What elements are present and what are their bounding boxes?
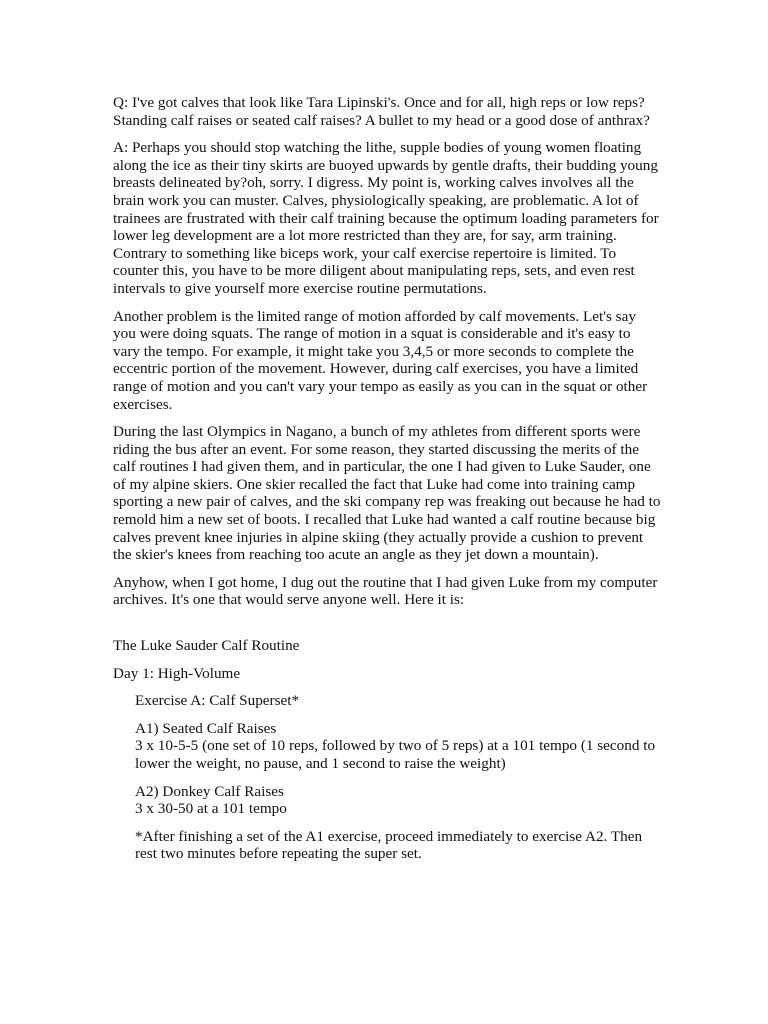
exercise-a2-detail: 3 x 30-50 at a 101 tempo — [135, 800, 287, 818]
exercise-a2-name: A2) Donkey Calf Raises — [135, 782, 284, 800]
exercise-a1-detail: 3 x 10-5-5 (one set of 10 reps, followed by two of 5 reps) at a 101 tempo (1 second to lower the weight, no pause, and 1 second to raise the weight) — [135, 737, 656, 772]
exercise-a-heading: Exercise A: Calf Superset* — [135, 692, 300, 710]
exercise-a1 — [135, 720, 661, 773]
answer-paragraph: A: Perhaps you should stop watching the lithe, supple bodies of young women floating along the ice as their tiny skirts are buoyed upwards by gentle drafts, their budding young breasts delineated by?oh, sorry. I digress. My point is, working calves involves all the brain work you can muster. Calves, physiologically speaking, are problematic. A lot of trainees are frustrated with their calf training because the optimum loading parameters for lower leg development are a lot more restricted than they are, for say, arm training. Contrary to something like biceps work, your calf exercise repertoire is limited. To counter this, you have to be more diligent about manipulating reps, sets, and even rest intervals to give yourself more exercise routine permutations. — [113, 139, 659, 297]
question-paragraph: Q: I've got calves that look like Tara Lipinski's. Once and for all, high reps or low reps? Standing calf raises or seated calf raises? A bullet to my head or a good dose of anthrax? — [113, 94, 650, 129]
day-1-heading: Day 1: High-Volume — [113, 664, 241, 682]
range-of-motion-paragraph: Another problem is the limited range of motion afforded by calf movements. Let's say you were doing squats. The range of motion in a squat is considerable and it's easy to vary the tempo. For example, it might take you 3,4,5 or more seconds to complete the eccentric portion of the movement. However, during calf exercises, you have a limited range of motion and you can't vary your tempo as easily as you can in the squat or other exercises. — [113, 307, 648, 413]
exercise-a1-name: A1) Seated Calf Raises — [135, 719, 277, 737]
routine-title: The Luke Sauder Calf Routine — [113, 637, 300, 655]
intro-routine-paragraph: Anyhow, when I got home, I dug out the routine that I had given Luke from my computer archives. It's one that would serve anyone well. Here it is: — [113, 573, 658, 609]
document-body — [113, 94, 661, 873]
olympics-paragraph: During the last Olympics in Nagano, a bunch of my athletes from different sports were riding the bus after an event. For some reason, they started discussing the merits of the calf routines I had given them, and in particular, the one I had given to Luke Sauder, one of my alpine skiers. One skier recalled the fact that Luke had come into training camp sporting a new pair of calves, and the ski company rep was freaking out because he had to remold him a new set of boots. I recalled that Luke had wanted a calf routine because big calves prevent knee injuries in alpine skiing (they actually provide a cushion to prevent the skier's knees from reaching too acute an angle as they jet down a mountain). — [113, 423, 661, 564]
exercise-block — [135, 692, 661, 863]
superset-footnote: *After finishing a set of the A1 exercise, proceed immediately to exercise A2. Then rest two minutes before repeating the super set. — [135, 827, 643, 863]
exercise-a2 — [135, 783, 661, 818]
